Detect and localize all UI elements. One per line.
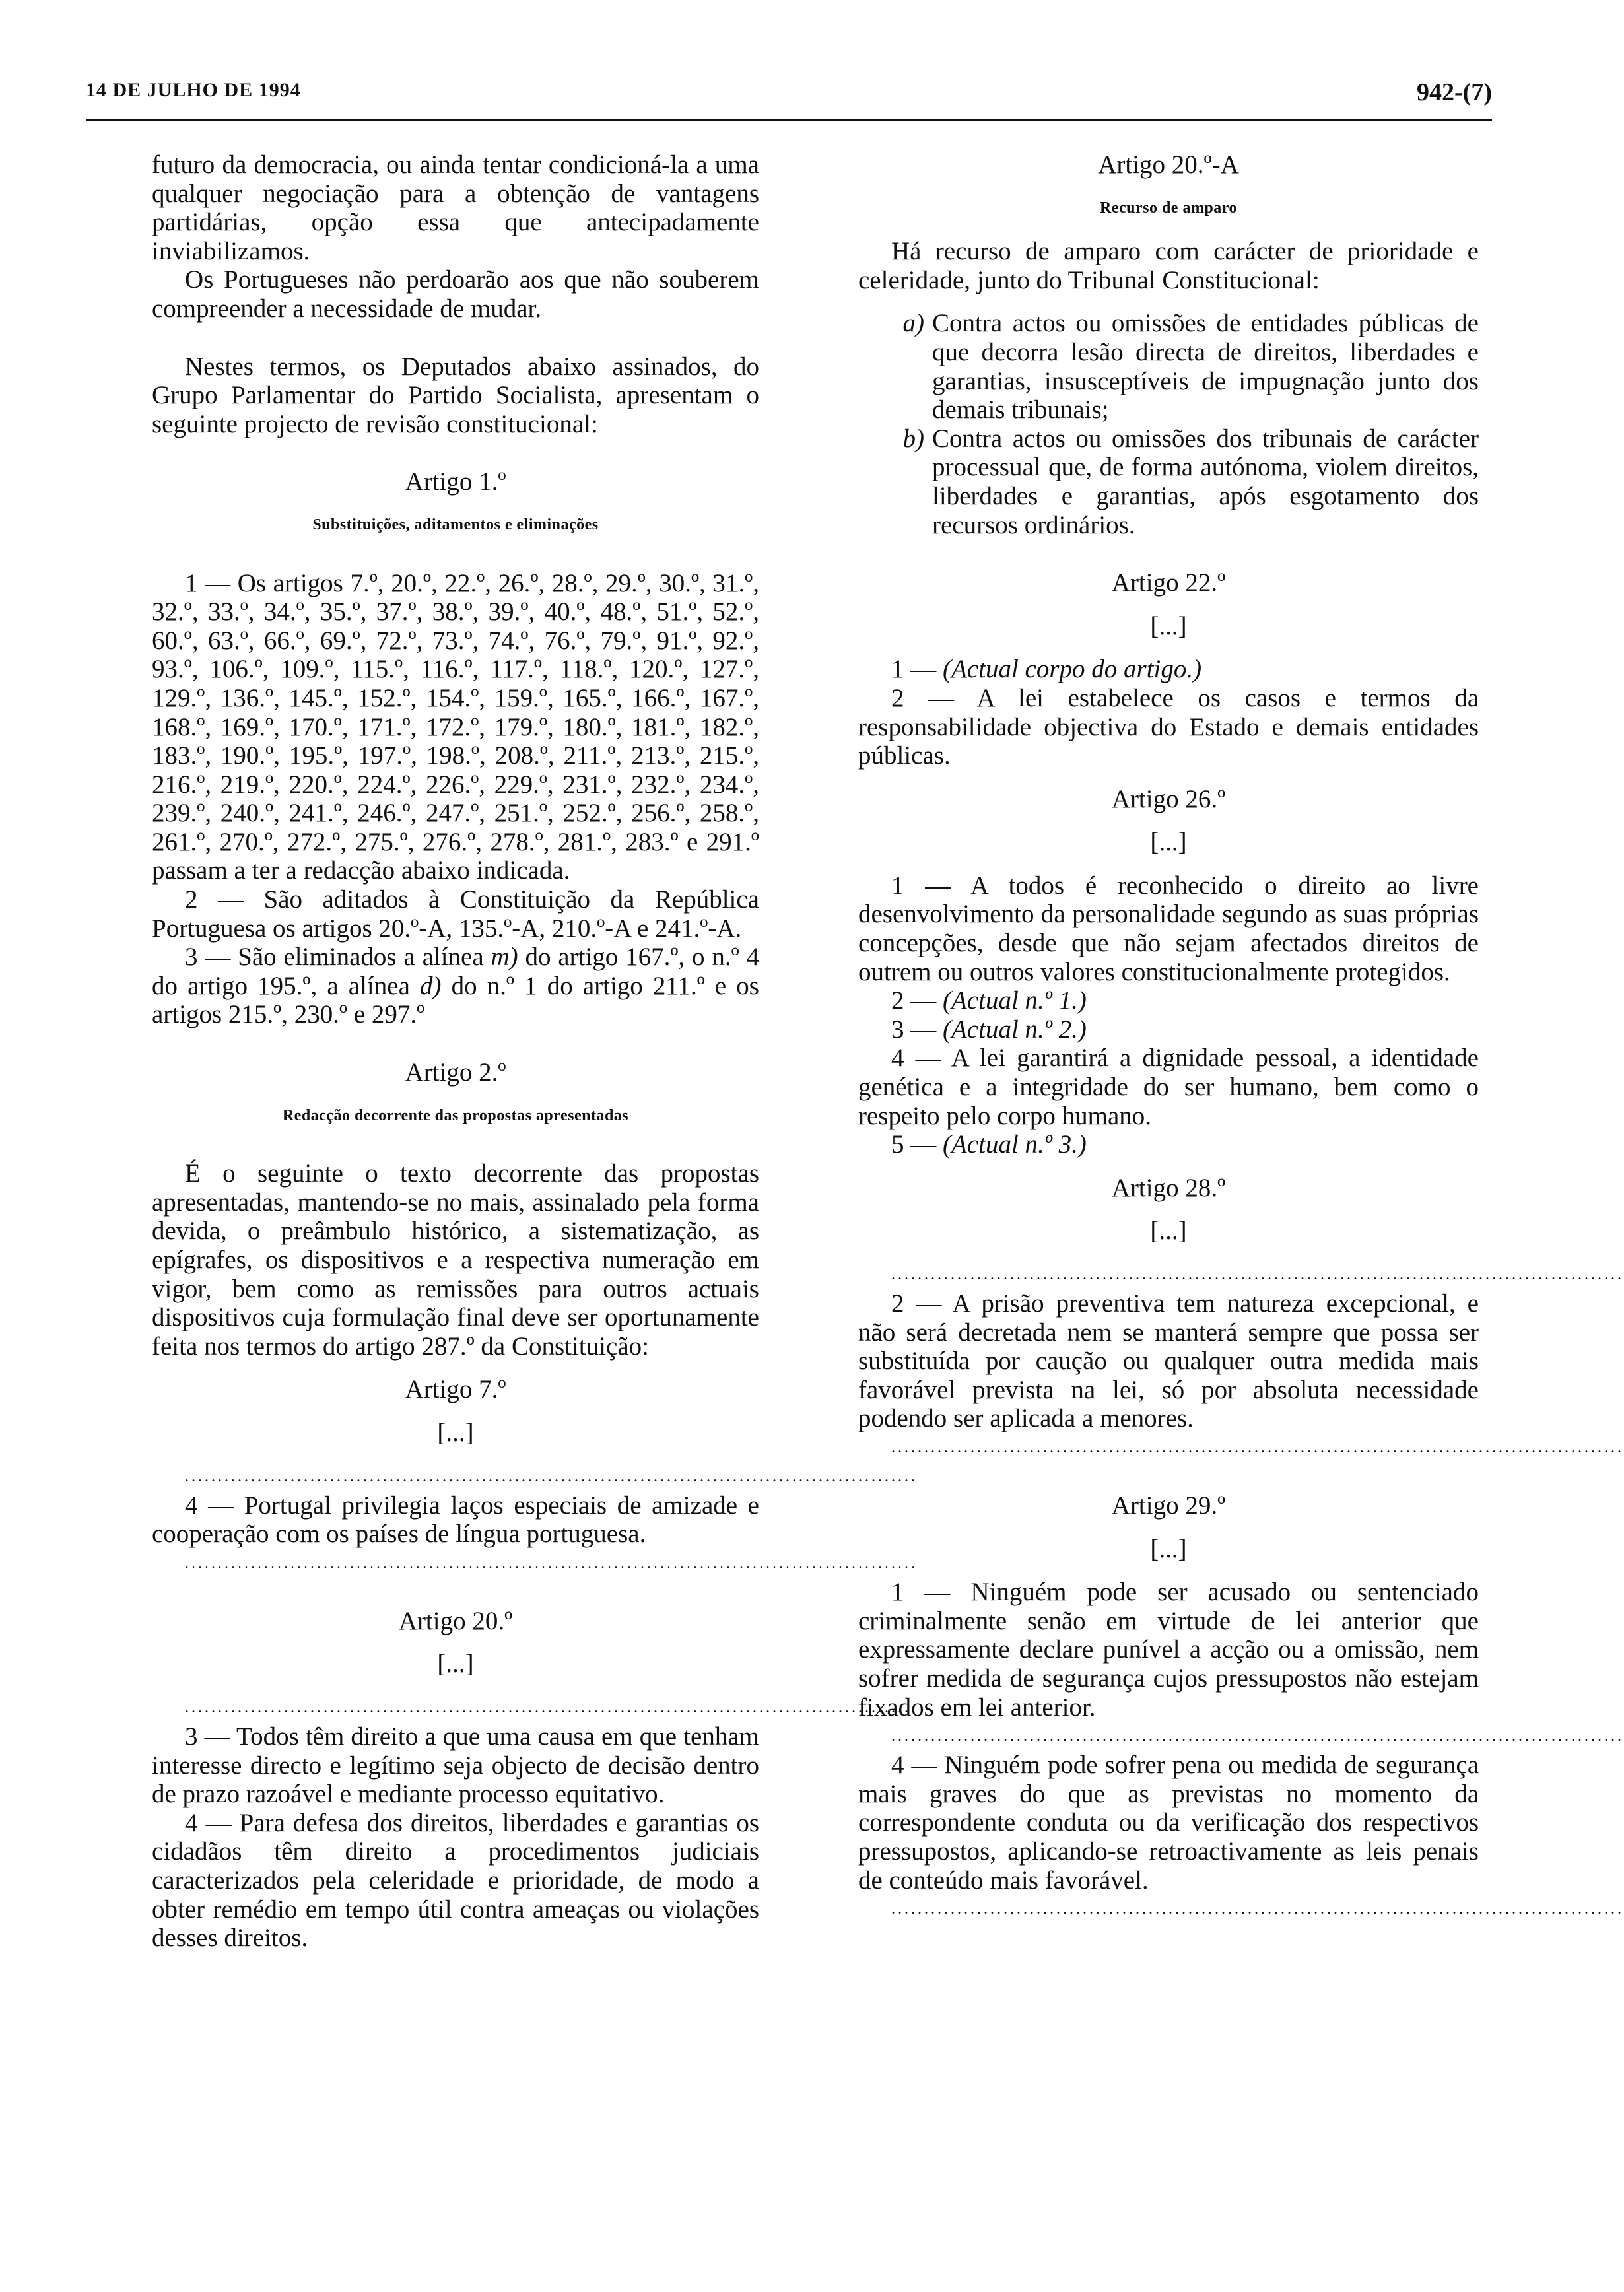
ellipsis-marker: [...] [1150, 828, 1187, 857]
article-title: Artigo 2.º [405, 1058, 506, 1087]
paragraph: Os Portugueses não perdoarão aos que não souberem compreender a necessidade de mudar. [152, 265, 759, 323]
ellipsis-marker: [...] [1150, 1217, 1187, 1246]
paragraph: 1 — Ninguém pode ser acusado ou sentenciado criminalmente senão em virtude de lei anterior que expressamente declare punível a acção ou a omissão, nem sofrer medida de segurança cujos pressupostos não estejam fixados em lei anterior. [858, 1578, 1479, 1722]
article-title: Artigo 7.º [405, 1375, 506, 1404]
right-column [858, 151, 1624, 1924]
paragraph: 1 — (Actual corpo do artigo.) [891, 655, 1202, 684]
article-subtitle: Redacção decorrente das propostas apresentadas [282, 1106, 629, 1124]
ellipsis-marker: [...] [1150, 1534, 1187, 1563]
item-list [858, 309, 1479, 539]
paragraph: 3 — Todos têm direito a que uma causa em que tenham interesse directo e legítimo seja objecto de decisão dentro de prazo razoável e mediante processo equitativo. [152, 1722, 759, 1809]
dotted-separator: ............................................................................................................... [891, 1728, 1624, 1745]
dotted-separator: ............................................................................................................... [185, 1699, 918, 1716]
paragraph: 3 — São eliminados a alínea m) do artigo 167.º, o n.º 4 do artigo 195.º, a alínea d) do n.º 1 do artigo 211.º e os artigos 215.º, 230.º e 297.º [152, 943, 759, 1029]
article-subtitle: Substituições, aditamentos e eliminações [312, 516, 599, 533]
paragraph: 2 — (Actual n.º 1.) [891, 986, 1087, 1015]
paragraph: 4 — Ninguém pode sofrer pena ou medida de segurança mais graves do que as previstas no momento da correspondente conduta ou da verificação dos respectivos pressupostos, aplicando-se retroactivamente as leis penais de conteúdo mais favorável. [858, 1751, 1479, 1895]
paragraph: futuro da democracia, ou ainda tentar condicioná-la a uma qualquer negociação para a obtenção de vantagens partidárias, opção essa que antecipadamente inviabilizamos. [152, 151, 759, 265]
article-title: Artigo 28.º [1111, 1173, 1226, 1202]
paragraph: Há recurso de amparo com carácter de prioridade e celeridade, junto do Tribunal Constitucional: [858, 237, 1479, 294]
article-subtitle: Recurso de amparo [1099, 199, 1238, 217]
ellipsis-marker: [...] [437, 1418, 474, 1447]
paragraph: 1 — Os artigos 7.º, 20.º, 22.º, 26.º, 28.º, 29.º, 30.º, 31.º, 32.º, 33.º, 34.º, 35.º, 37.º, 38.º, 39.º, 40.º, 48.º, 51.º, 52.º, 60.º, 63.º, 66.º, 69.º, 72.º, 73.º, 74.º, 76.º, 79.º, 91.º, 92.º, 93.º, 106.º, 109.º, 115.º, 116.º, 117.º, 118.º, 120.º, 127.º, 129.º, 136.º, 145.º, 152.º, 154.º, 159.º, 165.º, 166.º, 167.º, 168.º, 169.º, 170.º, 171.º, 172.º, 179.º, 180.º, 181.º, 182.º, 183.º, 190.º, 195.º, 197.º, 198.º, 208.º, 211.º, 213.º, 215.º, 216.º, 219.º, 220.º, 224.º, 226.º, 229.º, 231.º, 232.º, 234.º, 239.º, 240.º, 241.º, 246.º, 247.º, 251.º, 252.º, 256.º, 258.º, 261.º, 270.º, 272.º, 275.º, 276.º, 278.º, 281.º, 283.º e 291.º passam a ter a redacção abaixo indicada. [152, 568, 759, 885]
article-title: Artigo 26.º [1111, 784, 1226, 813]
paragraph: 1 — A todos é reconhecido o direito ao livre desenvolvimento da personalidade segundo as suas próprias concepções, desde que não sejam afectados direitos de outrem ou outros valores constitucionalmente protegidos. [858, 871, 1479, 986]
paragraph: 4 — Portugal privilegia laços especiais de amizade e cooperação com os países de língua portuguesa. [152, 1491, 759, 1549]
dotted-separator: ............................................................................................................... [891, 1266, 1624, 1283]
paragraph: 3 — (Actual n.º 2.) [891, 1015, 1087, 1044]
list-item: a) Contra actos ou omissões de entidades públicas de que decorra lesão directa de direitos, liberdades e garantias, insusceptíveis de impugnação junto dos demais tribunais; [902, 309, 1479, 424]
ellipsis-marker: [...] [1150, 611, 1187, 640]
paragraph: É o seguinte o texto decorrente das propostas apresentadas, mantendo-se no mais, assinalado pela forma devida, o preâmbulo histórico, a sistematização, as epígrafes, os dispositivos e a respectiva numeração em vigor, bem como as remissões para outros actuais dispositivos cuja formulação final deve ser oportunamente feita nos termos do artigo 287.º da Constituição: [152, 1159, 759, 1361]
paragraph: Nestes termos, os Deputados abaixo assinados, do Grupo Parlamentar do Partido Socialista, apresentam o seguinte projecto de revisão constitucional: [152, 352, 759, 438]
article-title: Artigo 20.º-A [1098, 151, 1239, 179]
paragraph: 5 — (Actual n.º 3.) [891, 1130, 1087, 1159]
ellipsis-marker: [...] [437, 1650, 474, 1679]
dotted-separator: ............................................................................................................... [891, 1438, 1624, 1456]
header-page-number: 942-(7) [1417, 79, 1492, 106]
dotted-separator: ............................................................................................................... [185, 1554, 918, 1572]
paragraph: 2 — São aditados à Constituição da República Portuguesa os artigos 20.º-A, 135.º-A, 210.º-A e 241.º-A. [152, 885, 759, 943]
article-title: Artigo 1.º [405, 467, 506, 496]
left-column [152, 151, 918, 1953]
header-date: 14 DE JULHO DE 1994 [86, 79, 301, 101]
paragraph: 2 — A prisão preventiva tem natureza excepcional, e não será decretada nem se manterá sempre que possa ser substituída por caução ou qualquer outra medida mais favorável prevista na lei, só por absoluta necessidade podendo ser aplicada a menores. [858, 1289, 1479, 1433]
paragraph: 4 — A lei garantirá a dignidade pessoal, a identidade genética e a integridade do ser humano, bem como o respeito pelo corpo humano. [858, 1044, 1479, 1130]
article-title: Artigo 20.º [398, 1606, 513, 1635]
paragraph: 4 — Para defesa dos direitos, liberdades e garantias os cidadãos têm direito a procedimentos judiciais caracterizados pela celeridade e prioridade, de modo a obter remédio em tempo útil contra ameaças ou violações desses direitos. [152, 1808, 759, 1953]
paragraph: 2 — A lei estabelece os casos e termos da responsabilidade objectiva do Estado e demais entidades públicas. [858, 683, 1479, 770]
list-item: b) Contra actos ou omissões dos tribunais de carácter processual que, de forma autónoma, violem direitos, liberdades e garantias, após esgotamento dos recursos ordinários. [902, 424, 1479, 539]
article-title: Artigo 29.º [1111, 1491, 1226, 1520]
dotted-separator: ............................................................................................................... [185, 1467, 918, 1485]
dotted-separator: ............................................................................................................... [891, 1901, 1624, 1918]
page-header [86, 78, 1492, 121]
article-title: Artigo 22.º [1111, 568, 1226, 597]
